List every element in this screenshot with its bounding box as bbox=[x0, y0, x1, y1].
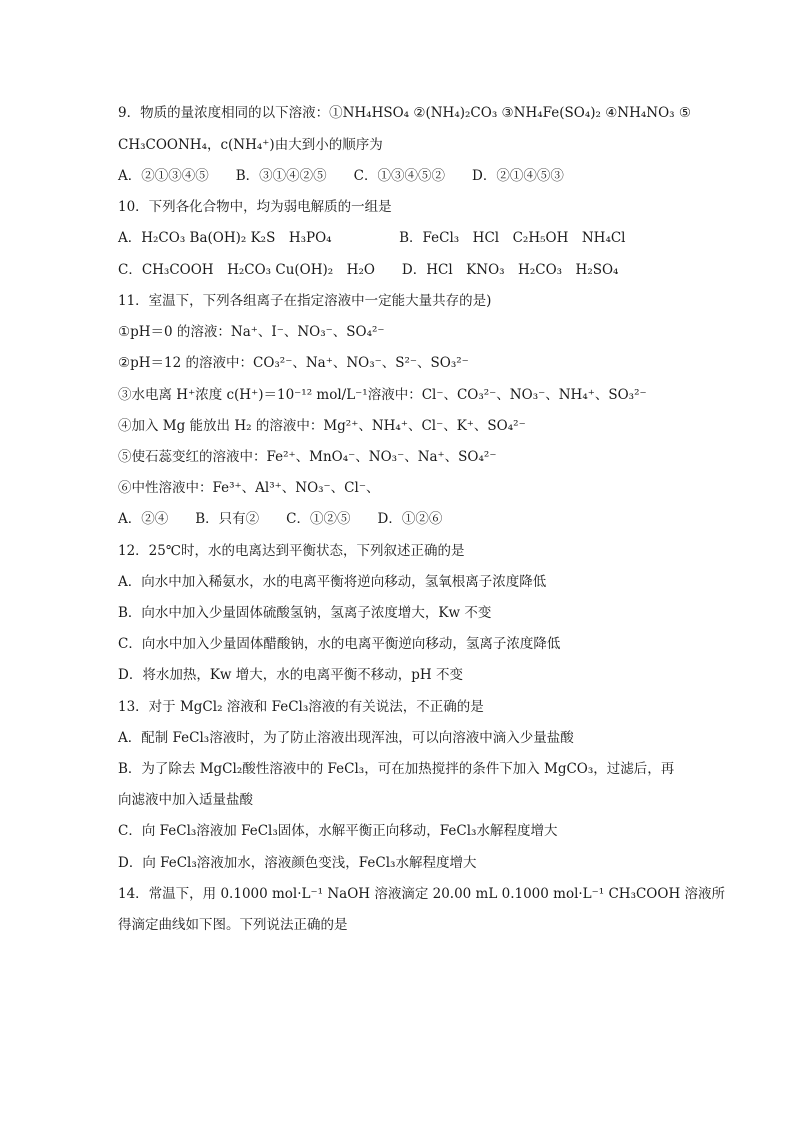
q12-option-c: C．向水中加入少量固体醋酸钠，水的电离平衡逆向移动，氢离子浓度降低 bbox=[118, 636, 561, 652]
q11-item-1: ①pH＝0 的溶液：Na⁺、I⁻、NO₃⁻、SO₄²⁻ bbox=[118, 324, 385, 340]
q12-option-a: A．向水中加入稀氨水，水的电离平衡将逆向移动，氢氧根离子浓度降低 bbox=[118, 574, 547, 590]
q13-option-d: D．向 FeCl₃溶液加水，溶液颜色变浅，FeCl₃水解程度增大 bbox=[118, 855, 477, 871]
q14-line2: 得滴定曲线如下图。下列说法正确的是 bbox=[118, 917, 348, 933]
q10-options-cd: C．CH₃COOH H₂CO₃ Cu(OH)₂ H₂O D．HCl KNO₃ H₂CO₃ H₂SO₄ bbox=[118, 262, 619, 278]
q12-option-b: B．向水中加入少量固体硫酸氢钠，氢离子浓度增大，Kw 不变 bbox=[118, 605, 492, 621]
q11-item-3: ③水电离 H⁺浓度 c(H⁺)＝10⁻¹² mol/L⁻¹溶液中：Cl⁻、CO₃²⁻、NO₃⁻、NH₄⁺、SO₃²⁻ bbox=[118, 387, 647, 403]
q11-item-4: ④加入 Mg 能放出 H₂ 的溶液中：Mg²⁺、NH₄⁺、Cl⁻、K⁺、SO₄²⁻ bbox=[118, 418, 526, 434]
q12-option-d: D．将水加热，Kw 增大，水的电离平衡不移动，pH 不变 bbox=[118, 667, 463, 683]
q11-item-2: ②pH＝12 的溶液中：CO₃²⁻、Na⁺、NO₃⁻、S²⁻、SO₃²⁻ bbox=[118, 355, 469, 371]
q12-stem: 12．25℃时，水的电离达到平衡状态，下列叙述正确的是 bbox=[118, 543, 465, 559]
q14-line1: 14．常温下，用 0.1000 mol·L⁻¹ NaOH 溶液滴定 20.00 mL 0.1000 mol·L⁻¹ CH₃COOH 溶液所 bbox=[118, 886, 726, 902]
q13-option-c: C．向 FeCl₃溶液加 FeCl₃固体，水解平衡正向移动，FeCl₃水解程度增大 bbox=[118, 823, 558, 839]
q13-option-a: A．配制 FeCl₃溶液时，为了防止溶液出现浑浊，可以向溶液中滴入少量盐酸 bbox=[118, 730, 574, 746]
q13-stem: 13．对于 MgCl₂ 溶液和 FeCl₃溶液的有关说法，不正确的是 bbox=[118, 699, 484, 715]
q11-stem: 11．室温下，下列各组离子在指定溶液中一定能大量共存的是) bbox=[118, 293, 492, 309]
q11-item-5: ⑤使石蕊变红的溶液中：Fe²⁺、MnO₄⁻、NO₃⁻、Na⁺、SO₄²⁻ bbox=[118, 449, 497, 465]
q10-stem: 10．下列各化合物中，均为弱电解质的一组是 bbox=[118, 199, 392, 215]
q13-option-b-line2: 向滤液中加入适量盐酸 bbox=[118, 792, 253, 808]
q13-option-b-line1: B．为了除去 MgCl₂酸性溶液中的 FeCl₃，可在加热搅拌的条件下加入 MgCO₃，过滤后，再 bbox=[118, 761, 675, 777]
q11-item-6: ⑥中性溶液中：Fe³⁺、Al³⁺、NO₃⁻、Cl⁻、 bbox=[118, 480, 380, 496]
q10-options-ab: A．H₂CO₃ Ba(OH)₂ K₂S H₃PO₄ B．FeCl₃ HCl C₂H₅OH NH₄Cl bbox=[118, 230, 626, 246]
q11-options: A．②④ B．只有② C．①②⑤ D．①②⑥ bbox=[118, 511, 443, 527]
q9-line1: 9．物质的量浓度相同的以下溶液：①NH₄HSO₄ ②(NH₄)₂CO₃ ③NH₄Fe(SO₄)₂ ④NH₄NO₃ ⑤ bbox=[118, 105, 691, 121]
q9-options: A．②①③④⑤ B．③①④②⑤ C．①③④⑤② D．②①④⑤③ bbox=[118, 168, 564, 184]
q9-line2: CH₃COONH₄，c(NH₄⁺)由大到小的顺序为 bbox=[118, 137, 383, 153]
